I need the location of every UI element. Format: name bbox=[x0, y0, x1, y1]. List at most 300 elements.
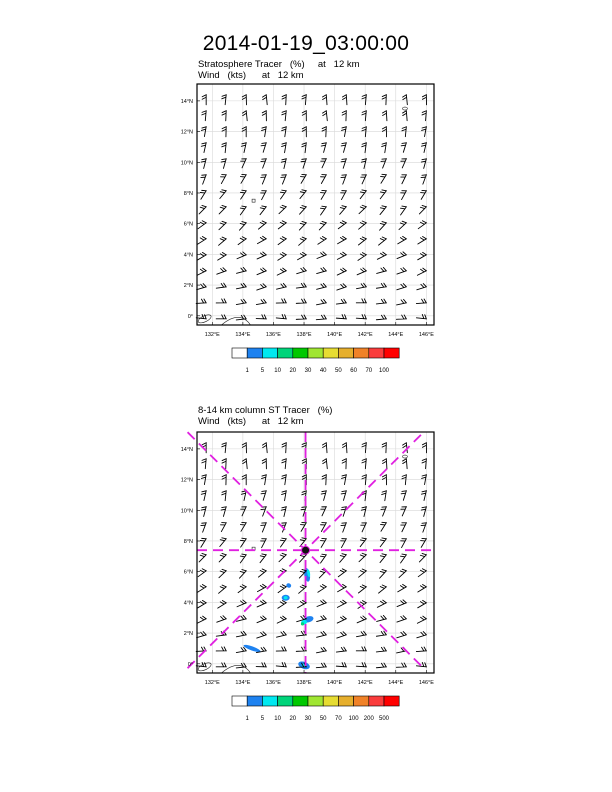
colorbar-box bbox=[262, 696, 277, 706]
wind-barb bbox=[317, 283, 327, 289]
wind-barb bbox=[236, 631, 246, 636]
wind-barb bbox=[222, 111, 226, 121]
wind-barb bbox=[216, 315, 226, 319]
wind-barb bbox=[342, 443, 347, 453]
wind-barb bbox=[216, 299, 226, 303]
wind-barb bbox=[362, 143, 367, 153]
colorbar-label: 10 bbox=[274, 716, 281, 722]
colorbar-box bbox=[338, 696, 353, 706]
wind-barb bbox=[278, 253, 286, 261]
wind-barb bbox=[341, 175, 346, 184]
wind-barb bbox=[202, 111, 206, 121]
wind-barb bbox=[337, 600, 346, 607]
colorbar-label: 200 bbox=[363, 716, 374, 722]
wind-barb bbox=[421, 507, 426, 517]
colorbar-label: 1 bbox=[245, 368, 249, 374]
wind-barb bbox=[317, 631, 327, 637]
wind-barb bbox=[222, 443, 226, 453]
wind-barb bbox=[321, 159, 327, 168]
wind-barb bbox=[297, 268, 307, 274]
wind-barb bbox=[381, 522, 387, 531]
colorbar-label: 50 bbox=[319, 716, 327, 722]
wind-barb bbox=[416, 314, 426, 318]
lat-tick-label: 10°N bbox=[180, 160, 193, 167]
wind-barb bbox=[377, 267, 387, 273]
colorbar-2 bbox=[232, 696, 402, 726]
wind-barb bbox=[219, 221, 226, 229]
wind-barb bbox=[261, 539, 267, 548]
wind-barb bbox=[257, 252, 266, 259]
wind-barb bbox=[342, 111, 346, 121]
wind-barb bbox=[240, 554, 246, 563]
wind-barb bbox=[417, 632, 427, 638]
wind-barb bbox=[198, 237, 206, 245]
colorbar-label: 30 bbox=[304, 368, 312, 374]
wind-barb bbox=[319, 221, 326, 230]
wind-barb bbox=[282, 443, 286, 453]
wind-barb bbox=[256, 663, 266, 667]
wind-barb bbox=[397, 299, 407, 305]
wind-barb bbox=[381, 159, 386, 168]
wind-barb bbox=[418, 600, 427, 607]
wind-barb bbox=[299, 237, 307, 245]
wind-barb bbox=[322, 95, 327, 105]
wind-barb bbox=[217, 616, 226, 622]
wind-barb bbox=[403, 459, 408, 469]
colorbar-label: 100 bbox=[378, 368, 390, 374]
lon-tick-label: 142°E bbox=[357, 332, 373, 338]
wind-barb bbox=[257, 284, 266, 290]
wind-barb bbox=[241, 159, 247, 168]
colorbar-box bbox=[293, 696, 308, 706]
coastlines bbox=[197, 455, 407, 673]
wind-barb bbox=[257, 632, 266, 638]
colorbar-box bbox=[354, 348, 369, 358]
wind-barb bbox=[382, 443, 386, 453]
colorbar-label: 1 bbox=[245, 716, 249, 722]
lat-tick-label: 4°N bbox=[183, 252, 193, 259]
colorbar-label: 50 bbox=[335, 368, 342, 374]
wind-barb bbox=[382, 95, 386, 105]
wind-barb bbox=[222, 143, 226, 153]
colorbar-box bbox=[354, 696, 369, 706]
wind-barb bbox=[280, 190, 286, 199]
wind-barb bbox=[258, 569, 266, 577]
wind-barb bbox=[380, 206, 386, 215]
wind-barb bbox=[321, 507, 327, 516]
wind-barb bbox=[236, 647, 246, 652]
wind-barb bbox=[422, 111, 426, 121]
wind-barb bbox=[399, 221, 406, 229]
wind-barb bbox=[376, 283, 386, 288]
wind-barb bbox=[198, 600, 207, 608]
colorbar-label: 5 bbox=[260, 716, 265, 722]
wind-barb bbox=[356, 631, 366, 636]
wind-barb bbox=[397, 268, 406, 274]
lat-tick-label: 6°N bbox=[183, 221, 193, 228]
tracer-patch bbox=[284, 596, 288, 599]
wind-barb bbox=[341, 191, 347, 200]
wind-barb bbox=[279, 205, 286, 213]
wind-barb bbox=[400, 206, 406, 215]
wind-barb bbox=[421, 523, 426, 532]
wind-barb bbox=[418, 221, 426, 229]
lat-tick-label: 0° bbox=[187, 313, 193, 320]
wind-barb bbox=[282, 491, 287, 501]
wind-barb bbox=[418, 252, 427, 259]
wind-barb bbox=[240, 522, 246, 531]
wind-barb bbox=[219, 585, 227, 593]
wind-barb bbox=[282, 459, 286, 469]
wind-barb bbox=[262, 443, 267, 453]
wind-barb bbox=[381, 507, 386, 516]
wind-barb bbox=[198, 569, 206, 577]
lat-tick-label: 8°N bbox=[183, 538, 193, 545]
wind-barb bbox=[337, 284, 346, 290]
wind-barb bbox=[356, 315, 366, 319]
wind-barb bbox=[401, 507, 406, 516]
lat-tick-label: 14°N bbox=[180, 98, 193, 105]
axis-labels bbox=[181, 99, 435, 338]
wind-barb bbox=[418, 569, 426, 577]
wind-barb bbox=[256, 315, 266, 319]
wind-barb bbox=[216, 663, 226, 667]
wind-barb bbox=[197, 268, 206, 275]
wind-barb bbox=[261, 191, 267, 200]
wind-barb bbox=[341, 143, 346, 153]
wind-barb bbox=[316, 299, 326, 305]
wind-barb bbox=[198, 585, 206, 593]
wind-barb bbox=[377, 252, 386, 259]
cross-section-lines bbox=[188, 432, 434, 673]
wind-barb bbox=[201, 159, 206, 169]
wind-barb bbox=[280, 538, 286, 547]
wind-barb bbox=[201, 523, 206, 532]
wind-barb bbox=[260, 554, 266, 563]
wind-barb bbox=[237, 600, 246, 607]
wind-barb bbox=[219, 569, 226, 577]
panel1-field-label: Stratosphere Tracer (%) at 12 km bbox=[198, 59, 360, 70]
lat-tick-label: 4°N bbox=[183, 600, 193, 607]
wind-barb bbox=[219, 205, 226, 213]
wind-barb bbox=[240, 538, 246, 547]
lat-tick-label: 2°N bbox=[183, 283, 193, 290]
lat-tick-label: 12°N bbox=[180, 129, 193, 136]
wind-barb bbox=[422, 443, 426, 453]
valid-time-title: 2014-01-19_03:00:00 bbox=[202, 32, 410, 55]
wind-barb bbox=[282, 143, 287, 153]
colorbar-box bbox=[278, 696, 293, 706]
wind-barb bbox=[201, 491, 206, 501]
wind-barb bbox=[356, 647, 366, 651]
wind-barb bbox=[197, 632, 207, 638]
wind-barb bbox=[380, 570, 387, 579]
colorbar-box bbox=[293, 348, 308, 358]
wind-barb bbox=[418, 236, 427, 244]
wind-barb bbox=[276, 299, 286, 303]
lat-tick-label: 0° bbox=[187, 661, 193, 668]
wind-barb bbox=[216, 647, 226, 651]
wind-barb bbox=[221, 523, 227, 532]
wind-barb bbox=[200, 538, 206, 547]
wind-barb bbox=[196, 314, 206, 318]
wind-barb bbox=[257, 236, 266, 243]
colorbar-box bbox=[384, 348, 399, 358]
wind-barb bbox=[403, 95, 408, 105]
wind-barb bbox=[318, 237, 326, 245]
wind-barb bbox=[341, 159, 346, 169]
panel2-wind-label: Wind (kts) at 12 km bbox=[198, 416, 304, 427]
wind-barb bbox=[382, 111, 386, 121]
lon-tick-label: 134°E bbox=[235, 332, 251, 338]
wind-barb bbox=[419, 553, 426, 562]
island-outline bbox=[252, 199, 255, 202]
wind-barb bbox=[356, 663, 366, 667]
wind-barb bbox=[377, 600, 386, 607]
wind-barb bbox=[262, 111, 266, 121]
wind-barb bbox=[320, 554, 326, 563]
wind-barb bbox=[298, 252, 307, 259]
lon-tick-label: 144°E bbox=[388, 332, 404, 338]
wind-barb bbox=[362, 111, 366, 121]
wind-barb bbox=[278, 585, 286, 593]
wind-barb bbox=[236, 283, 246, 288]
wind-barb bbox=[382, 491, 387, 501]
wind-barb bbox=[219, 553, 226, 561]
wind-barb bbox=[401, 523, 407, 532]
wind-barb bbox=[341, 539, 347, 548]
wind-barb bbox=[261, 159, 266, 168]
wind-barb bbox=[299, 221, 306, 230]
colorbar-box bbox=[247, 348, 262, 358]
wind-barb bbox=[240, 174, 246, 183]
wind-barb bbox=[380, 222, 387, 231]
wind-barb bbox=[296, 299, 306, 303]
wind-barb bbox=[221, 175, 227, 184]
wind-barb bbox=[198, 252, 207, 260]
wind-barb bbox=[222, 491, 226, 501]
lon-tick-label: 140°E bbox=[327, 680, 343, 686]
wind-barb bbox=[337, 268, 346, 275]
wind-barb bbox=[397, 632, 407, 638]
wind-barb bbox=[321, 538, 327, 547]
lon-tick-label: 138°E bbox=[296, 680, 312, 686]
wind-barb bbox=[337, 616, 346, 623]
wind-barb bbox=[421, 143, 426, 153]
colorbar-label: 60 bbox=[350, 368, 357, 374]
wind-barb bbox=[338, 221, 346, 229]
wind-barb bbox=[361, 159, 366, 169]
wind-barb bbox=[202, 459, 206, 469]
wind-barb bbox=[421, 538, 427, 547]
lat-tick-label: 6°N bbox=[183, 569, 193, 576]
colorbar-label: 100 bbox=[348, 716, 359, 722]
wind-barb bbox=[201, 175, 206, 184]
wind-barb bbox=[401, 159, 406, 168]
colorbar-box bbox=[369, 696, 384, 706]
wind-barb bbox=[377, 615, 387, 621]
wind-barb bbox=[362, 95, 366, 105]
wind-barb bbox=[362, 459, 366, 469]
wind-barb bbox=[277, 268, 286, 275]
wind-barb bbox=[221, 159, 226, 169]
colorbar-box bbox=[384, 696, 399, 706]
colorbar-label: 10 bbox=[274, 368, 281, 374]
wind-barb bbox=[281, 507, 286, 517]
lon-tick-label: 144°E bbox=[388, 680, 404, 686]
wind-barb bbox=[341, 523, 346, 532]
wind-barb bbox=[218, 252, 226, 260]
wind-barb bbox=[379, 237, 387, 245]
wind-barb bbox=[382, 143, 387, 153]
wind-barb bbox=[258, 221, 266, 229]
lon-tick-label: 134°E bbox=[235, 680, 251, 686]
wind-barb bbox=[317, 600, 326, 607]
wind-barb bbox=[417, 284, 427, 290]
wind-barb bbox=[401, 191, 407, 200]
wind-barb bbox=[382, 459, 386, 469]
wind-barb bbox=[276, 314, 286, 318]
wind-barb bbox=[201, 507, 206, 517]
colorbar-1 bbox=[232, 348, 402, 378]
lon-tick-label: 132°E bbox=[204, 680, 220, 686]
wind-barb bbox=[241, 507, 247, 516]
wind-barb bbox=[198, 221, 206, 229]
map-panel-2 bbox=[180, 432, 434, 686]
wind-barb bbox=[221, 507, 226, 517]
wind-barb bbox=[336, 647, 346, 652]
lat-tick-label: 2°N bbox=[183, 631, 193, 638]
wind-barb bbox=[416, 299, 426, 304]
wind-barb bbox=[276, 662, 286, 666]
wind-barb bbox=[356, 283, 366, 288]
colorbar-label: 40 bbox=[319, 368, 327, 374]
wind-barb bbox=[421, 491, 426, 501]
wind-barb bbox=[422, 95, 426, 105]
wind-barb bbox=[256, 299, 266, 304]
colorbar-label: 20 bbox=[289, 716, 297, 722]
wind-barb bbox=[397, 600, 406, 607]
wind-barb bbox=[419, 205, 426, 214]
colorbar-box bbox=[262, 348, 277, 358]
panel2-field-label: 8-14 km column ST Tracer (%) bbox=[198, 405, 333, 416]
wind-barb bbox=[240, 206, 246, 215]
island-outline bbox=[402, 455, 407, 458]
wind-barb bbox=[321, 491, 326, 501]
wind-barb bbox=[321, 175, 327, 184]
wind-barb bbox=[399, 569, 406, 577]
colorbar-box bbox=[232, 348, 247, 358]
wind-barb bbox=[417, 616, 426, 623]
wind-barb bbox=[417, 268, 426, 275]
colorbar-box bbox=[232, 696, 247, 706]
wind-barb bbox=[241, 491, 246, 501]
wind-barb bbox=[199, 553, 206, 561]
wind-barb bbox=[336, 299, 346, 304]
wind-barb bbox=[403, 111, 408, 121]
lon-tick-label: 136°E bbox=[265, 332, 281, 338]
wind-barb bbox=[380, 538, 386, 547]
wind-barb bbox=[341, 491, 346, 501]
wind-barb bbox=[277, 616, 286, 623]
wind-barb bbox=[398, 236, 407, 243]
wind-barb bbox=[222, 95, 226, 105]
wind-barb bbox=[262, 95, 267, 105]
wind-barb bbox=[421, 159, 426, 169]
colorbar-label: 20 bbox=[289, 368, 297, 374]
lon-tick-label: 132°E bbox=[204, 332, 220, 338]
wind-barb bbox=[380, 190, 386, 199]
wind-barb bbox=[317, 268, 327, 274]
colorbar-box bbox=[323, 696, 338, 706]
tracer-patch bbox=[285, 582, 292, 588]
wind-barb bbox=[418, 584, 427, 592]
lon-tick-label: 138°E bbox=[296, 332, 312, 338]
wind-barb bbox=[401, 143, 406, 153]
wind-barb bbox=[278, 221, 286, 229]
wind-barb bbox=[337, 632, 346, 638]
colorbar-box bbox=[323, 348, 338, 358]
wind-barb bbox=[338, 236, 347, 243]
wind-barb bbox=[218, 600, 226, 608]
wind-barb bbox=[376, 631, 386, 636]
wind-barb bbox=[196, 662, 206, 666]
lon-tick-label: 146°E bbox=[418, 680, 434, 686]
colorbar-box bbox=[338, 348, 353, 358]
wind-barb bbox=[219, 237, 227, 245]
wind-barb bbox=[257, 616, 266, 623]
wind-barb bbox=[238, 237, 246, 245]
wind-barb bbox=[422, 459, 426, 469]
colorbar-label: 5 bbox=[260, 368, 265, 374]
wind-barb bbox=[257, 600, 266, 607]
lon-tick-label: 142°E bbox=[357, 680, 373, 686]
island-outline bbox=[402, 107, 407, 110]
wind-barb bbox=[401, 175, 407, 184]
wind-barb bbox=[236, 299, 246, 304]
wind-barb bbox=[356, 299, 366, 303]
wind-barb bbox=[220, 538, 226, 547]
wind-barb bbox=[261, 175, 266, 184]
wind-barb bbox=[401, 491, 406, 501]
lat-tick-label: 10°N bbox=[180, 508, 193, 515]
wind-barb bbox=[337, 252, 346, 259]
wind-barb bbox=[322, 443, 327, 453]
colorbar-box bbox=[369, 348, 384, 358]
wind-barb bbox=[262, 459, 266, 469]
wind-barb bbox=[336, 315, 346, 319]
wind-barb bbox=[199, 205, 206, 213]
colorbar-label: 500 bbox=[378, 716, 390, 722]
wind-barb bbox=[318, 585, 326, 593]
wind-barb bbox=[342, 459, 346, 469]
wind-barb bbox=[397, 252, 406, 259]
lon-tick-label: 136°E bbox=[265, 680, 281, 686]
lat-tick-label: 12°N bbox=[180, 477, 193, 484]
lon-tick-label: 140°E bbox=[327, 332, 343, 338]
wind-barb bbox=[362, 443, 366, 453]
wind-barb bbox=[237, 267, 247, 273]
wind-barb bbox=[397, 616, 406, 622]
lon-tick-label: 146°E bbox=[418, 332, 434, 338]
lat-tick-label: 8°N bbox=[183, 190, 193, 197]
colorbar-box bbox=[308, 696, 323, 706]
wind-barb bbox=[282, 111, 286, 121]
wind-barb bbox=[421, 175, 426, 184]
wind-barb bbox=[301, 174, 307, 183]
colorbar-label: 30 bbox=[304, 716, 312, 722]
colorbar-box bbox=[247, 696, 262, 706]
